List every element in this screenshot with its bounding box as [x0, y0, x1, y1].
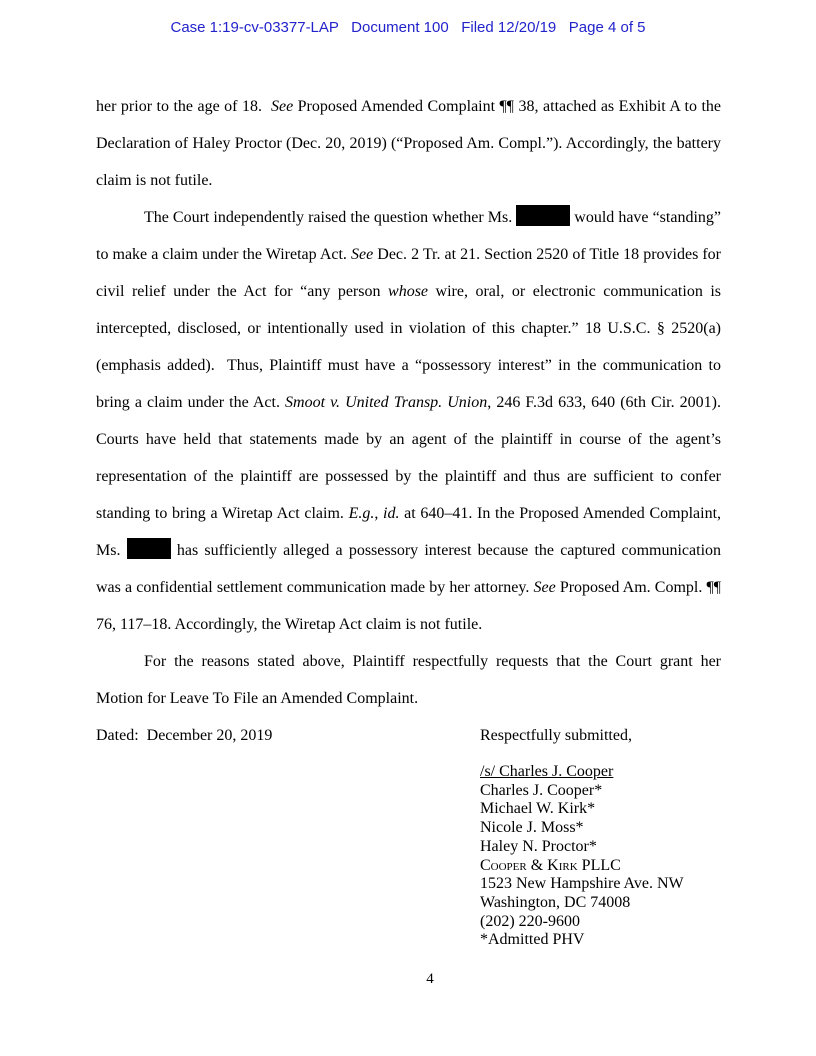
signature-line: Nicole J. Moss*: [480, 819, 584, 837]
italic-text-run: whose: [388, 283, 429, 300]
closing-row: [96, 717, 721, 754]
italic-text-run: See: [351, 246, 374, 263]
signature-line: Haley N. Proctor*: [480, 837, 597, 855]
text-run: For the reasons stated above, Plaintiff respectfully requests that the Court grant her Motion for Leave To File an Amended Complaint.: [96, 653, 721, 707]
text-run: Proposed Amended Complaint ¶¶ 38, attached as Exhibit A to the Declaration of Haley Proctor (Dec. 20, 2019) (“Proposed Am. Compl.”). Accordingly, the battery claim is not futile.: [96, 98, 721, 189]
redaction-box: [127, 538, 171, 559]
dated-line: Dated: December 20, 2019: [96, 727, 273, 744]
case-stamp-header: Case 1:19-cv-03377-LAP Document 100 Filed 12/20/19 Page 4 of 5: [170, 19, 646, 36]
signature-line: 1523 New Hampshire Ave. NW: [480, 875, 684, 893]
italic-text-run: E.g.: [348, 505, 375, 522]
respectfully-submitted-line: Respectfully submitted,: [480, 727, 632, 744]
signature-line: (202) 220-9600: [480, 912, 580, 930]
body-paragraph: [96, 88, 721, 199]
text-run: The Court independently raised the question whether Ms.: [144, 209, 517, 226]
document-body: [96, 88, 721, 950]
text-run: Proposed Am. Compl. ¶¶ 76, 117–18. Accordingly, the Wiretap Act claim is not futile.: [96, 579, 721, 633]
text-run: wire, oral, or electronic communication is intercepted, disclosed, or intentionally used in violation of this chapter.” 18 U.S.C. § 2520(a) (emphasis added). Thus, Plaintiff must have a “possessory interest” in the communication to bring a claim under the Act.: [96, 283, 722, 411]
body-paragraph: [96, 643, 721, 717]
signature-line: Michael W. Kirk*: [480, 800, 596, 818]
text-run: Dec. 2 Tr. at 21. Section 2520 of Title 18 provides for civil relief under the Act for “any person: [96, 246, 722, 300]
text-run: ,: [374, 505, 384, 522]
signature-block: [480, 763, 721, 950]
law-firm-name: Cooper & Kirk PLLC: [480, 856, 621, 874]
page-number: 4: [426, 971, 434, 987]
text-run: would have “standing” to make a claim under the Wiretap Act.: [96, 209, 721, 263]
redaction-box: [516, 205, 570, 226]
paragraphs-container: [96, 88, 721, 717]
text-run: , 246 F.3d 633, 640 (6th Cir. 2001). Courts have held that statements made by an agent of the plaintiff in course of the agent’s representation of the plaintiff are possessed by the plaintiff and thus are sufficient to confer standing to bring a Wiretap Act claim.: [96, 394, 722, 522]
signature-line: Washington, DC 74008: [480, 893, 631, 911]
italic-text-run: id.: [383, 505, 400, 522]
signature-s-slash-line: /s/ Charles J. Cooper: [480, 763, 614, 780]
signature-line: Charles J. Cooper*: [480, 781, 603, 799]
text-run: at 640–41. In the Proposed Amended Complaint, Ms.: [96, 505, 722, 559]
body-paragraph: [96, 199, 721, 643]
italic-text-run: See: [533, 579, 556, 596]
text-run: has sufficiently alleged a possessory interest because the captured communication was a confidential settlement communication made by her attorney.: [96, 542, 722, 596]
italic-text-run: Smoot v. United Transp. Union: [285, 394, 488, 411]
italic-text-run: See: [270, 98, 294, 115]
signature-line: *Admitted PHV: [480, 931, 585, 949]
text-run: her prior to the age of 18.: [96, 98, 271, 115]
